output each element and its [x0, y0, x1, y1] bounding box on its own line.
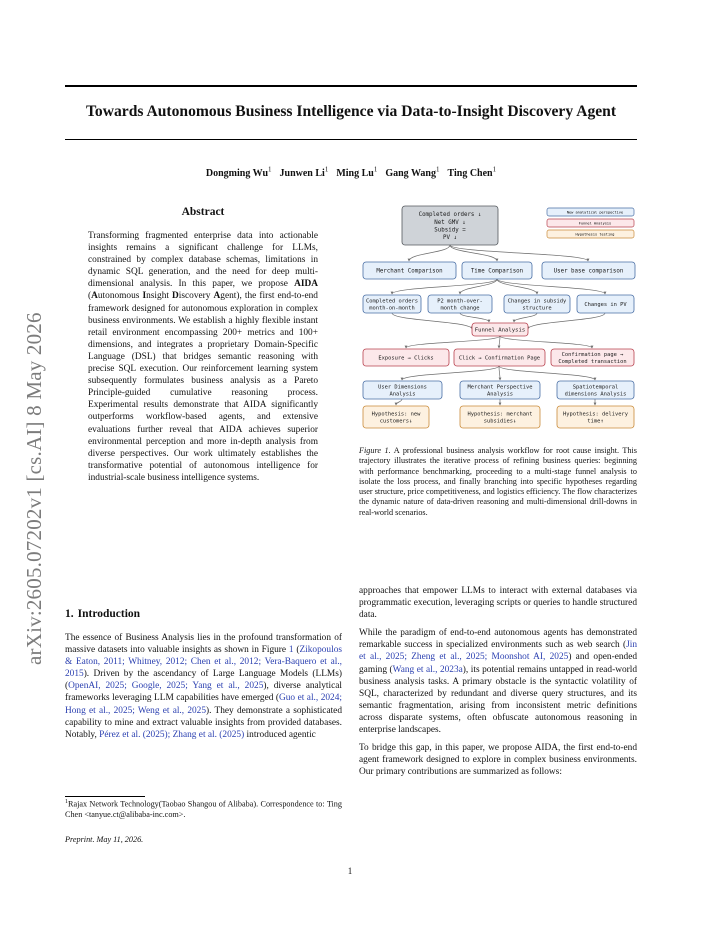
node-label: Click → Confirmation Page	[458, 355, 541, 362]
author	[206, 168, 272, 179]
legend-label: Hypothesis testing	[575, 232, 615, 237]
level1-node	[542, 262, 635, 279]
author-name: Gang Wang	[385, 168, 436, 180]
diagram-arrow	[497, 279, 605, 294]
diagram-arrow	[497, 279, 537, 294]
arxiv-stamp[interactable]: arXiv:2605.07202v1 [cs.AI] 8 May 2026	[22, 312, 46, 665]
right-paragraph-2	[359, 627, 637, 736]
node-label: PV ↓	[443, 234, 457, 241]
node-label: Merchant Perspective	[467, 384, 533, 391]
citation-link[interactable]: Zikopoulos & Eaton, 2011; Whitney, 2012; Chen et al., 2012; Vera-Baquero et al., 2015	[65, 645, 343, 680]
footnote	[65, 797, 342, 821]
paragraph-text: ) and open-ended gaming (	[359, 652, 638, 675]
node-label: customers↓	[379, 418, 413, 425]
node-label: User base comparison	[553, 268, 624, 275]
diagram-arrow	[450, 245, 588, 261]
top-rule	[65, 85, 637, 87]
level2-node	[577, 295, 634, 313]
level2-node	[428, 295, 492, 313]
diagram-arrow	[450, 245, 497, 261]
introduction-text: ). Driven by the ascendancy of Large Language Models (LLMs) (	[65, 669, 342, 692]
diagram-arrow	[528, 313, 605, 329]
abstract-text: iscovery	[178, 291, 214, 302]
abstract-text: utonomous	[97, 291, 143, 302]
level3-node	[551, 349, 634, 366]
author	[385, 168, 439, 179]
abstract-bold-term: A	[213, 291, 221, 302]
node-label: Analysis	[487, 391, 513, 398]
introduction-text: (	[293, 645, 300, 656]
diagram-arrow	[500, 336, 592, 348]
right-column-body	[359, 585, 637, 784]
node-label: P2 month-over-	[437, 298, 483, 305]
node-label: Completed transaction	[558, 358, 627, 365]
root-node	[402, 206, 498, 245]
abstract-heading: Abstract	[181, 206, 225, 218]
diagram-arrow	[392, 313, 472, 329]
figure-caption	[359, 446, 637, 518]
node-label: User Dimensions	[378, 384, 427, 391]
level5-node	[363, 406, 429, 428]
diagram-nodes	[363, 206, 635, 428]
section-heading	[65, 608, 345, 620]
level5-node	[557, 406, 634, 428]
author-name: Dongming Wu	[205, 168, 269, 180]
author-name: Ting Chen	[447, 168, 493, 180]
citation-link[interactable]: OpenAI, 2025; Google, 2025; Yang et al., 2025	[68, 681, 264, 692]
node-label: Subsidy =	[434, 227, 466, 234]
legend-entry	[547, 230, 634, 238]
author-affiliation-mark: 1	[492, 166, 497, 174]
author-name: Ming Lu	[336, 168, 374, 180]
abstract-bold-term: D	[172, 291, 179, 302]
node-label: Exposure → Clicks	[378, 355, 434, 362]
paragraph-text: While the paradigm of end-to-end autonomous agents has demonstrated remarkable success in specialized environments such as web search (	[359, 628, 637, 651]
node-label: Changes in PV	[584, 301, 627, 308]
node-label: month change	[440, 305, 480, 312]
footnote-mark: 1	[65, 799, 68, 805]
introduction-text: ). They demonstrate a sophisticated capability to mine and extract valuable insights from provided databases. Notably,	[65, 705, 343, 740]
legend-label: Funnel Analysis	[578, 221, 612, 226]
level3-node	[363, 349, 449, 366]
level5-node	[460, 406, 540, 428]
legend-label: New analytical perspective	[566, 210, 624, 215]
section-number: 1.	[65, 608, 74, 620]
paragraph-text: ), its potential remains untapped in read-world business analysis tasks. A primary obstacle is the syntactic volatility of SQL, characterized by redundant and diverse query structures, and its semantic fragmentation, arising from inconsistent metric definitions across disparate systems, often obfuscate autonomous reasoning in enterprise landscapes.	[359, 664, 637, 736]
level2-node	[504, 295, 570, 313]
funnel-node	[472, 323, 528, 336]
abstract-bold-term: AIDA	[294, 279, 318, 290]
node-label: Confirmation page →	[561, 351, 624, 358]
node-label: Hypothesis: delivery	[563, 411, 628, 418]
level1-node	[462, 262, 532, 279]
level3-node	[454, 349, 545, 366]
introduction-text: ), diverse analytical frameworks leveraging LLM capabilities have emerged (	[65, 681, 343, 704]
author	[448, 168, 497, 179]
abstract-text: nsight	[146, 291, 173, 302]
level4-node	[557, 381, 634, 399]
right-paragraph-3: To bridge this gap, in this paper, we propose AIDA, the first end-to-end agent framework designed to explore in complex business environments. Our primary contributions are summarized as follows:	[359, 743, 637, 778]
abstract-text: Transforming fragmented enterprise data into actionable insights remains a significant challenge for LLMs, constrained by complex database schemas, limitations in dynamic SQL generation, and the need for deep multi-dimensional analysis. In this paper, we propose	[88, 231, 318, 290]
caption-text: A professional business analysis workflow for root cause insight. This trajectory illustrates the iterative process of refining business queries: beginning with performance benchmarking, proceeding to a multi-stage funnel analysis to isolate the loss process, and finally branching into specific hypotheses regarding user structure, price competitiveness, and logistics efficiency. The flow characterizes the dynamic nature of data-driven reasoning and multi-dimensional drill-downs in real-world scenarios.	[359, 446, 637, 517]
node-label: dimensions Analysis	[564, 391, 627, 398]
author	[336, 168, 377, 179]
node-label: Time Comparison	[470, 268, 524, 275]
preprint-note: Preprint. May 11, 2026.	[65, 835, 144, 844]
diagram-arrow	[499, 366, 500, 380]
page-number: 1	[347, 866, 353, 876]
right-paragraph-1: approaches that empower LLMs to interact with external databases via programmatic execution, leveraging scripts or queries to handle structured data.	[359, 586, 637, 621]
diagram-arrow	[402, 366, 499, 380]
node-label: Completed orders ↓	[418, 212, 482, 219]
citation-link[interactable]: Pérez et al. (2025); Zhang et al. (2025)	[99, 729, 245, 740]
abstract-bold-term: A	[91, 291, 98, 302]
node-label: Completed orders	[366, 298, 418, 305]
diagram-arrow	[499, 366, 595, 380]
diagram-arrow	[406, 336, 500, 348]
node-label: Net GMV ↓	[434, 219, 466, 226]
diagram-arrow	[396, 399, 402, 405]
author-affiliation-mark: 1	[324, 166, 329, 174]
diagram-arrow	[514, 313, 537, 322]
diagram-arrow	[499, 336, 500, 348]
node-label: structure	[522, 305, 552, 312]
figure-1-diagram	[359, 202, 641, 438]
node-label: Funnel Analysis	[474, 327, 526, 334]
introduction-text: introduced agentic	[244, 729, 316, 740]
node-label: Hypothesis: new	[371, 411, 421, 418]
author-name: Junwen Li	[279, 168, 325, 180]
introduction-body	[65, 632, 342, 741]
diagram-arrow	[392, 279, 497, 294]
author-list	[65, 166, 637, 179]
node-label: time↑	[587, 418, 604, 425]
abstract-text: gent), the first end-to-end framework designed for autonomous exploration in complex business environments. We establish a highly flexible instant retail environment encompassing 200+ metrics and 100+ dimensions, and integrates a proprietary Domain-Specific Language (DSL) that bridges semantic reasoning with precise SQL execution. Our reinforcement learning system subsequently formulates business analysis as a Pareto Principle-guided cumulative reasoning process. Experimental results demonstrate that AIDA significantly outperforms workflow-based agents, and extensive evaluations further reveal that AIDA achieves superior environmental perception and more in-depth analysis from diverse perspectives. Our work ultimately establishes the transformative potential of autonomous intelligence for industrial-scale business intelligence systems.	[88, 291, 318, 483]
introduction-text: The essence of Business Analysis lies in the profound transformation of massive datasets into valuable insights as shown in Figure	[65, 633, 342, 656]
abstract-bold-term: I	[142, 291, 147, 302]
level2-node	[363, 295, 421, 313]
level4-node	[460, 381, 540, 399]
node-label: Hypothesis: merchant	[467, 411, 533, 418]
author	[280, 168, 329, 179]
section-title: Introduction	[77, 608, 141, 620]
citation-link[interactable]: Wang et al., 2023a	[392, 664, 463, 675]
node-label: Analysis	[389, 391, 416, 398]
citation-link[interactable]: Jin et al., 2025; Zheng et al., 2025; Moonshot AI, 2025	[359, 640, 637, 663]
author-affiliation-mark: 1	[373, 166, 378, 174]
title-bottom-rule	[65, 139, 637, 140]
author-affiliation-mark: 1	[268, 166, 272, 174]
node-label: Spatiotemporal	[572, 384, 619, 391]
abstract-body	[88, 230, 318, 484]
level4-node	[363, 381, 442, 399]
author-affiliation-mark: 1	[436, 166, 440, 174]
diagram-arrow	[409, 245, 450, 261]
node-label: Merchant Comparison	[376, 268, 443, 275]
citation-link[interactable]: 1	[288, 645, 294, 656]
paper-title: Towards Autonomous Business Intelligence via Data-to-Insight Discovery Agent	[85, 103, 617, 120]
abstract-text: (	[88, 291, 92, 302]
node-label: Changes in subsidy	[507, 298, 567, 305]
caption-label: Figure 1.	[359, 446, 391, 455]
node-label: subsidies↓	[483, 418, 517, 425]
footnote-text: Rajax Network Technology(Taobao Shangou of Alibaba). Correspondence to: Ting Chen <tanyue.ct@alibaba-inc.com>.	[65, 799, 342, 820]
level1-node	[363, 262, 456, 279]
node-label: month-on-month	[369, 305, 415, 312]
citation-link[interactable]: Guo et al., 2024; Hong et al., 2025; Weng et al., 2025	[65, 693, 342, 716]
legend-entry	[547, 208, 634, 216]
diagram-arrow	[460, 313, 489, 322]
legend-entry	[547, 219, 634, 227]
